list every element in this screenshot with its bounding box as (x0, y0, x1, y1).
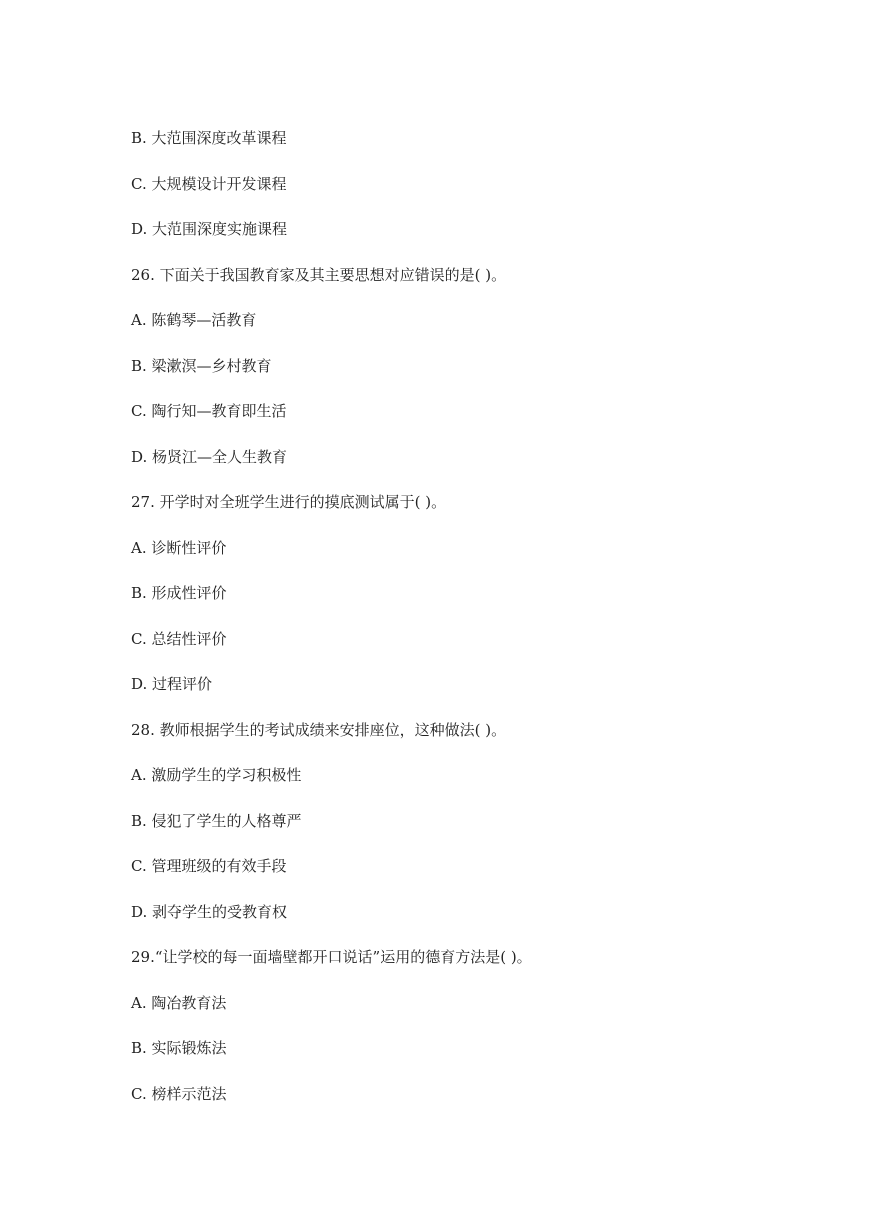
question-28: 28. 教师根据学生的考试成绩来安排座位，这种做法( )。 (131, 721, 507, 739)
option-28-a: A. 激励学生的学习积极性 (131, 766, 302, 784)
option-27-c: C. 总结性评价 (131, 630, 227, 648)
option-26-c: C. 陶行知—教育即生活 (131, 402, 287, 420)
option-28-c: C. 管理班级的有效手段 (131, 857, 287, 875)
option-25-c: C. 大规模设计开发课程 (131, 175, 287, 193)
option-28-b: B. 侵犯了学生的人格尊严 (131, 812, 302, 830)
option-25-b: B. 大范围深度改革课程 (131, 129, 287, 147)
option-25-d: D. 大范围深度实施课程 (131, 220, 288, 238)
option-26-a: A. 陈鹤琴—活教育 (131, 311, 257, 329)
option-27-b: B. 形成性评价 (131, 584, 227, 602)
option-28-d: D. 剥夺学生的受教育权 (131, 903, 288, 921)
question-27: 27. 开学时对全班学生进行的摸底测试属于( )。 (131, 493, 447, 511)
option-27-d: D. 过程评价 (131, 675, 213, 693)
question-26: 26. 下面关于我国教育家及其主要思想对应错误的是( )。 (131, 266, 507, 284)
question-29: 29.“让学校的每一面墙壁都开口说话”运用的德育方法是( )。 (131, 948, 532, 966)
option-26-b: B. 梁漱溟—乡村教育 (131, 357, 272, 375)
option-27-a: A. 诊断性评价 (131, 539, 227, 557)
option-29-a: A. 陶冶教育法 (131, 994, 227, 1012)
option-26-d: D. 杨贤江—全人生教育 (131, 448, 288, 466)
option-29-b: B. 实际锻炼法 (131, 1039, 227, 1057)
option-29-c: C. 榜样示范法 (131, 1085, 227, 1103)
